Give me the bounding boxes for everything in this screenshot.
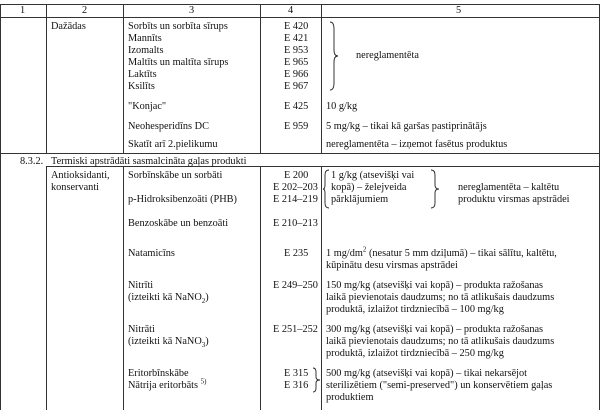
- item-code: E 214–219: [273, 194, 318, 205]
- item-code: E 420: [284, 21, 309, 32]
- col-border-4: [321, 4, 322, 153]
- erythorbic-limit-line: produktiem: [326, 392, 374, 403]
- item-code: E 953: [284, 45, 309, 56]
- item-name: "Konjac": [128, 101, 167, 112]
- sorbic-limit-line: kopā) – želejveida: [331, 182, 407, 193]
- item-code: E 965: [284, 57, 309, 68]
- item-name: Maltīts un maltīta sīrups: [128, 57, 229, 68]
- item-name: Laktīts: [128, 69, 157, 80]
- nitrite-limit-line: laikā pievienotais daudzums; no tā atlikušais daudzums: [326, 292, 555, 303]
- col-border-2: [123, 4, 124, 153]
- col-border-3: [260, 4, 261, 153]
- item-name: Nitrīti: [128, 280, 154, 291]
- nitrate-limit-line: produktā, izlaižot tirdzniecībā – 250 mg/kg: [326, 348, 504, 359]
- header-col-3: 3: [189, 5, 195, 16]
- shared-limit-line: nereglamentēta – kaltētu: [458, 182, 560, 193]
- item-code: E 421: [284, 33, 309, 44]
- erythorbic-limit-line: 500 mg/kg (atsevišķi vai kopā) – tikai nekarsējot: [326, 368, 528, 379]
- item-code: E 210–213: [273, 218, 318, 229]
- item-name: Nātrija eritorbāts $^{5)}$: [128, 377, 207, 391]
- item-name: Skatīt arī 2.pielikumu: [128, 139, 218, 150]
- item-limit: 10 g/kg: [326, 101, 358, 112]
- item-code: E 967: [284, 81, 309, 92]
- sorbic-limit-line: 1 g/kg (atsevišķi vai: [331, 170, 415, 181]
- header-bottom-border: [0, 17, 600, 18]
- right-brace-icon: [312, 367, 321, 393]
- nitrate-limit-line: laikā pievienotais daudzums; no tā atlikušais daudzums: [326, 336, 555, 347]
- col-border-1b: [46, 166, 47, 410]
- item-name: Izomalts: [128, 45, 164, 56]
- natamycin-limit: kūpinātu desu virsmas apstrādei: [326, 260, 458, 271]
- item-code: E 235: [284, 248, 309, 259]
- right-brace-icon: [430, 169, 440, 209]
- item-name: Natamicīns: [128, 248, 175, 259]
- erythorbic-limit-line: sterilizētiem ("semi-preserved") un konservētiem gaļas: [326, 380, 553, 391]
- item-limit: 5 mg/kg – tikai kā garšas pastiprinātājs: [326, 121, 487, 132]
- col-border-2b: [123, 166, 124, 410]
- item-name: p-Hidroksibenzoāti (PHB): [128, 194, 237, 205]
- item-name: Nitrāti: [128, 324, 155, 335]
- item-name: Mannīts: [128, 33, 162, 44]
- header-col-5: 5: [456, 5, 462, 16]
- section-number: 8.3.2.: [20, 156, 44, 167]
- col-border-0: [0, 4, 1, 410]
- item-name: Sorbīts un sorbīta sīrups: [128, 21, 228, 32]
- header-col-2: 2: [82, 5, 88, 16]
- header-col-4: 4: [288, 5, 294, 16]
- header-col-1: 1: [20, 5, 26, 16]
- item-code: E 959: [284, 121, 309, 132]
- item-note: (izteikti kā NaNO$_2$): [128, 292, 209, 306]
- col-border-3b: [260, 166, 261, 410]
- col-border-1: [46, 4, 47, 153]
- category-antioxidants: Antioksidanti,: [51, 170, 110, 181]
- section-title: Termiski apstrādāti sasmalcināta gaļas produkti: [51, 156, 247, 167]
- item-name: Neohesperidīns DC: [128, 121, 209, 132]
- item-name: Eritorbīnskābe: [128, 368, 189, 379]
- group-limit: nereglamentēta: [356, 50, 419, 61]
- item-code: E 200: [284, 170, 309, 181]
- item-code: E 251–252: [273, 324, 318, 335]
- shared-limit-line: produktu virsmas apstrādei: [458, 194, 570, 205]
- item-name: Sorbīnskābe un sorbāti: [128, 170, 223, 181]
- category-misc: Dažādas: [51, 21, 86, 32]
- sorbic-limit-line: pārklājumiem: [331, 194, 389, 205]
- item-code: E 316: [284, 380, 309, 391]
- table-top-border: [0, 4, 600, 5]
- section-divider-top: [0, 153, 600, 154]
- right-brace-icon: [329, 21, 339, 91]
- item-name: Ksilīts: [128, 81, 155, 92]
- item-code: E 425: [284, 101, 309, 112]
- nitrite-limit-line: produktā, izlaižot tirdzniecībā – 100 mg/kg: [326, 304, 504, 315]
- nitrate-limit-line: 300 mg/kg (atsevišķi vai kopā) – produkta ražošanas: [326, 324, 544, 335]
- item-code: E 202–203: [273, 182, 318, 193]
- nitrite-limit-line: 150 mg/kg (atsevišķi vai kopā) – produkta ražošanas: [326, 280, 544, 291]
- left-brace-icon: [322, 169, 330, 209]
- category-preservatives: konservanti: [51, 182, 100, 193]
- item-limit: nereglamentēta – izņemot fasētus produktus: [326, 139, 508, 150]
- item-name: Benzoskābe un benzoāti: [128, 218, 229, 229]
- item-note: (izteikti kā NaNO$_3$): [128, 336, 209, 350]
- item-code: E 249–250: [273, 280, 318, 291]
- item-code: E 315: [284, 368, 309, 379]
- natamycin-limit: 1 $mg/dm^2$ (nesatur 5 mm dziļumā) – tikai sālītu, kaltētu,: [326, 245, 557, 259]
- item-code: E 966: [284, 69, 309, 80]
